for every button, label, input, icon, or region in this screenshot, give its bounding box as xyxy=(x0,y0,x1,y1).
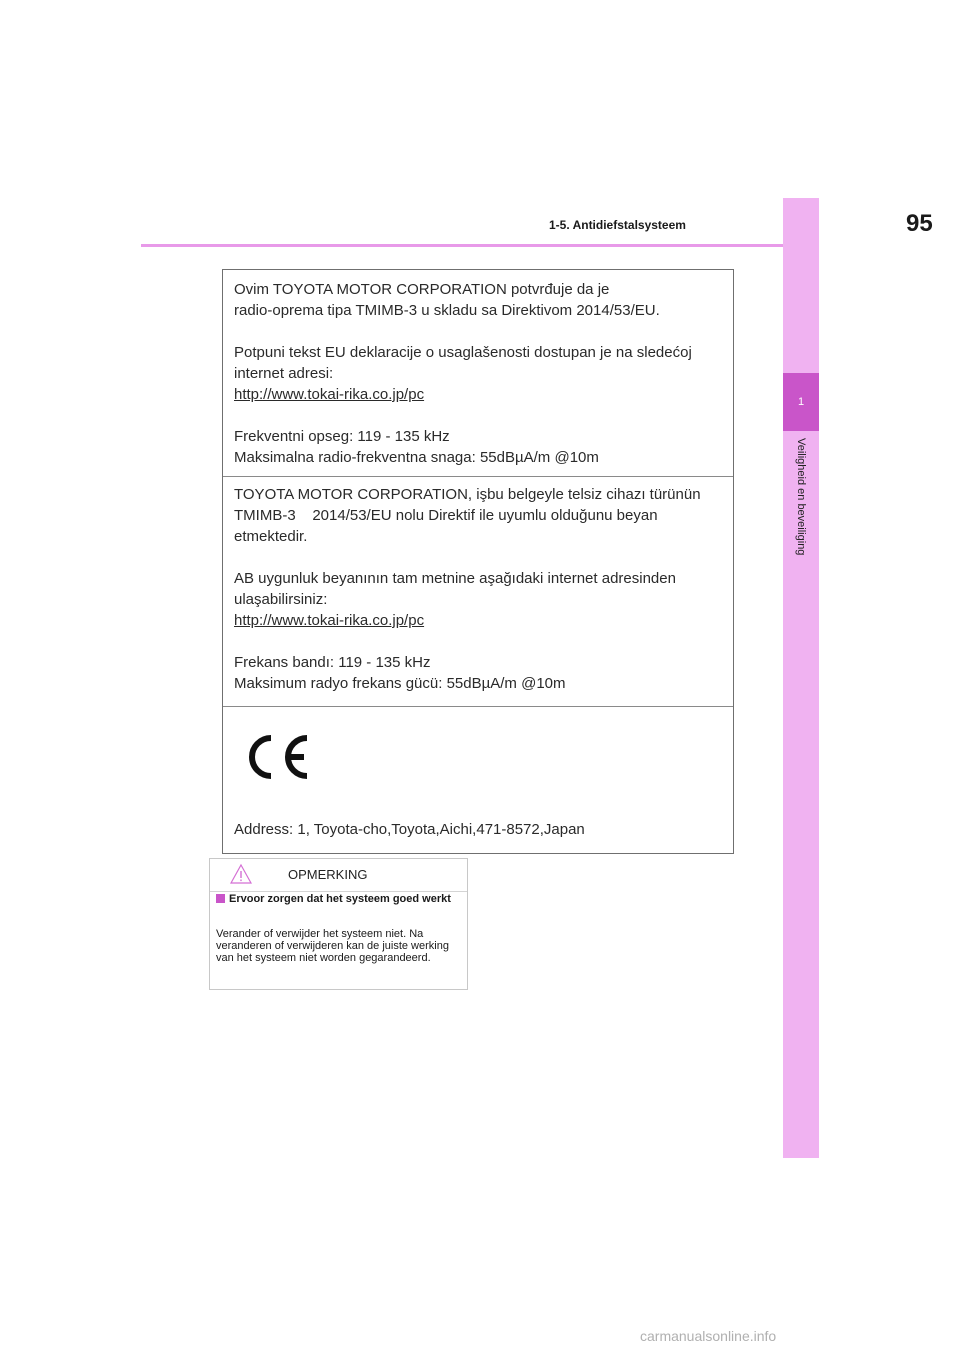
declaration-section-serbian xyxy=(223,279,733,468)
decl-line xyxy=(234,631,733,652)
header-rule xyxy=(141,244,783,247)
decl-line: Frekventni opseg: 119 - 135 kHz xyxy=(234,428,450,445)
chapter-number: 1 xyxy=(783,373,819,431)
manufacturer-address: Address: 1, Toyota-cho,Toyota,Aichi,471-8572,Japan xyxy=(234,821,585,838)
decl-line: Potpuni tekst EU deklaracije o usaglašenosti dostupan je na sledećoj xyxy=(234,344,692,361)
chapter-label-wrap xyxy=(783,438,819,638)
decl-line xyxy=(234,321,733,342)
page-number: 95 xyxy=(906,210,933,237)
note-box xyxy=(209,858,468,990)
note-body: Verander of verwijder het systeem niet. Na veranderen of verwijderen kan de juiste werking van het systeem niet worden gegarandeerd. xyxy=(216,928,449,964)
warning-triangle-icon xyxy=(230,863,252,885)
decl-line: TOYOTA MOTOR CORPORATION, işbu belgeyle telsiz cihazı türünün xyxy=(234,486,701,503)
declaration-link[interactable]: http://www.tokai-rika.co.jp/pc xyxy=(234,386,425,403)
chapter-side-tab xyxy=(783,198,819,1158)
decl-line: TMIMB-3 2014/53/EU nolu Direktif ile uyumlu olduğunu beyan xyxy=(234,507,658,524)
decl-line: internet adresi: xyxy=(234,365,334,382)
decl-line: Maksimum radyo frekans gücü: 55dBµA/m @10m xyxy=(234,675,566,692)
decl-line: etmektedir. xyxy=(234,528,308,545)
square-bullet-icon xyxy=(216,894,225,903)
section-title: 1-5. Antidiefstalsysteem xyxy=(549,218,686,232)
note-subheading xyxy=(216,893,464,905)
decl-line: Frekans bandı: 119 - 135 kHz xyxy=(234,654,431,671)
note-header xyxy=(210,859,467,892)
note-subheading-text: Ervoor zorgen dat het systeem goed werkt xyxy=(229,893,451,905)
ce-mark-icon xyxy=(241,732,309,782)
decl-line: AB uygunluk beyanının tam metnine aşağıdaki internet adresinden xyxy=(234,570,676,587)
declaration-link[interactable]: http://www.tokai-rika.co.jp/pc xyxy=(234,612,425,629)
declaration-section-turkish xyxy=(223,484,733,694)
decl-line: Ovim TOYOTA MOTOR CORPORATION potvrđuje da je xyxy=(234,281,610,298)
declaration-of-conformity-box xyxy=(222,269,734,854)
decl-line: ulaşabilirsiniz: xyxy=(234,591,328,608)
decl-line: Maksimalna radio-frekventna snaga: 55dBµA/m @10m xyxy=(234,449,599,466)
note-title: OPMERKING xyxy=(288,867,368,882)
section-divider xyxy=(223,476,733,477)
section-divider xyxy=(223,706,733,707)
decl-line xyxy=(234,547,733,568)
chapter-label: Veiligheid en beveiliging xyxy=(795,438,807,556)
watermark: carmanualsonline.info xyxy=(640,1328,777,1344)
decl-line xyxy=(234,405,733,426)
decl-line: radio-oprema tipa TMIMB-3 u skladu sa Direktivom 2014/53/EU. xyxy=(234,302,660,319)
